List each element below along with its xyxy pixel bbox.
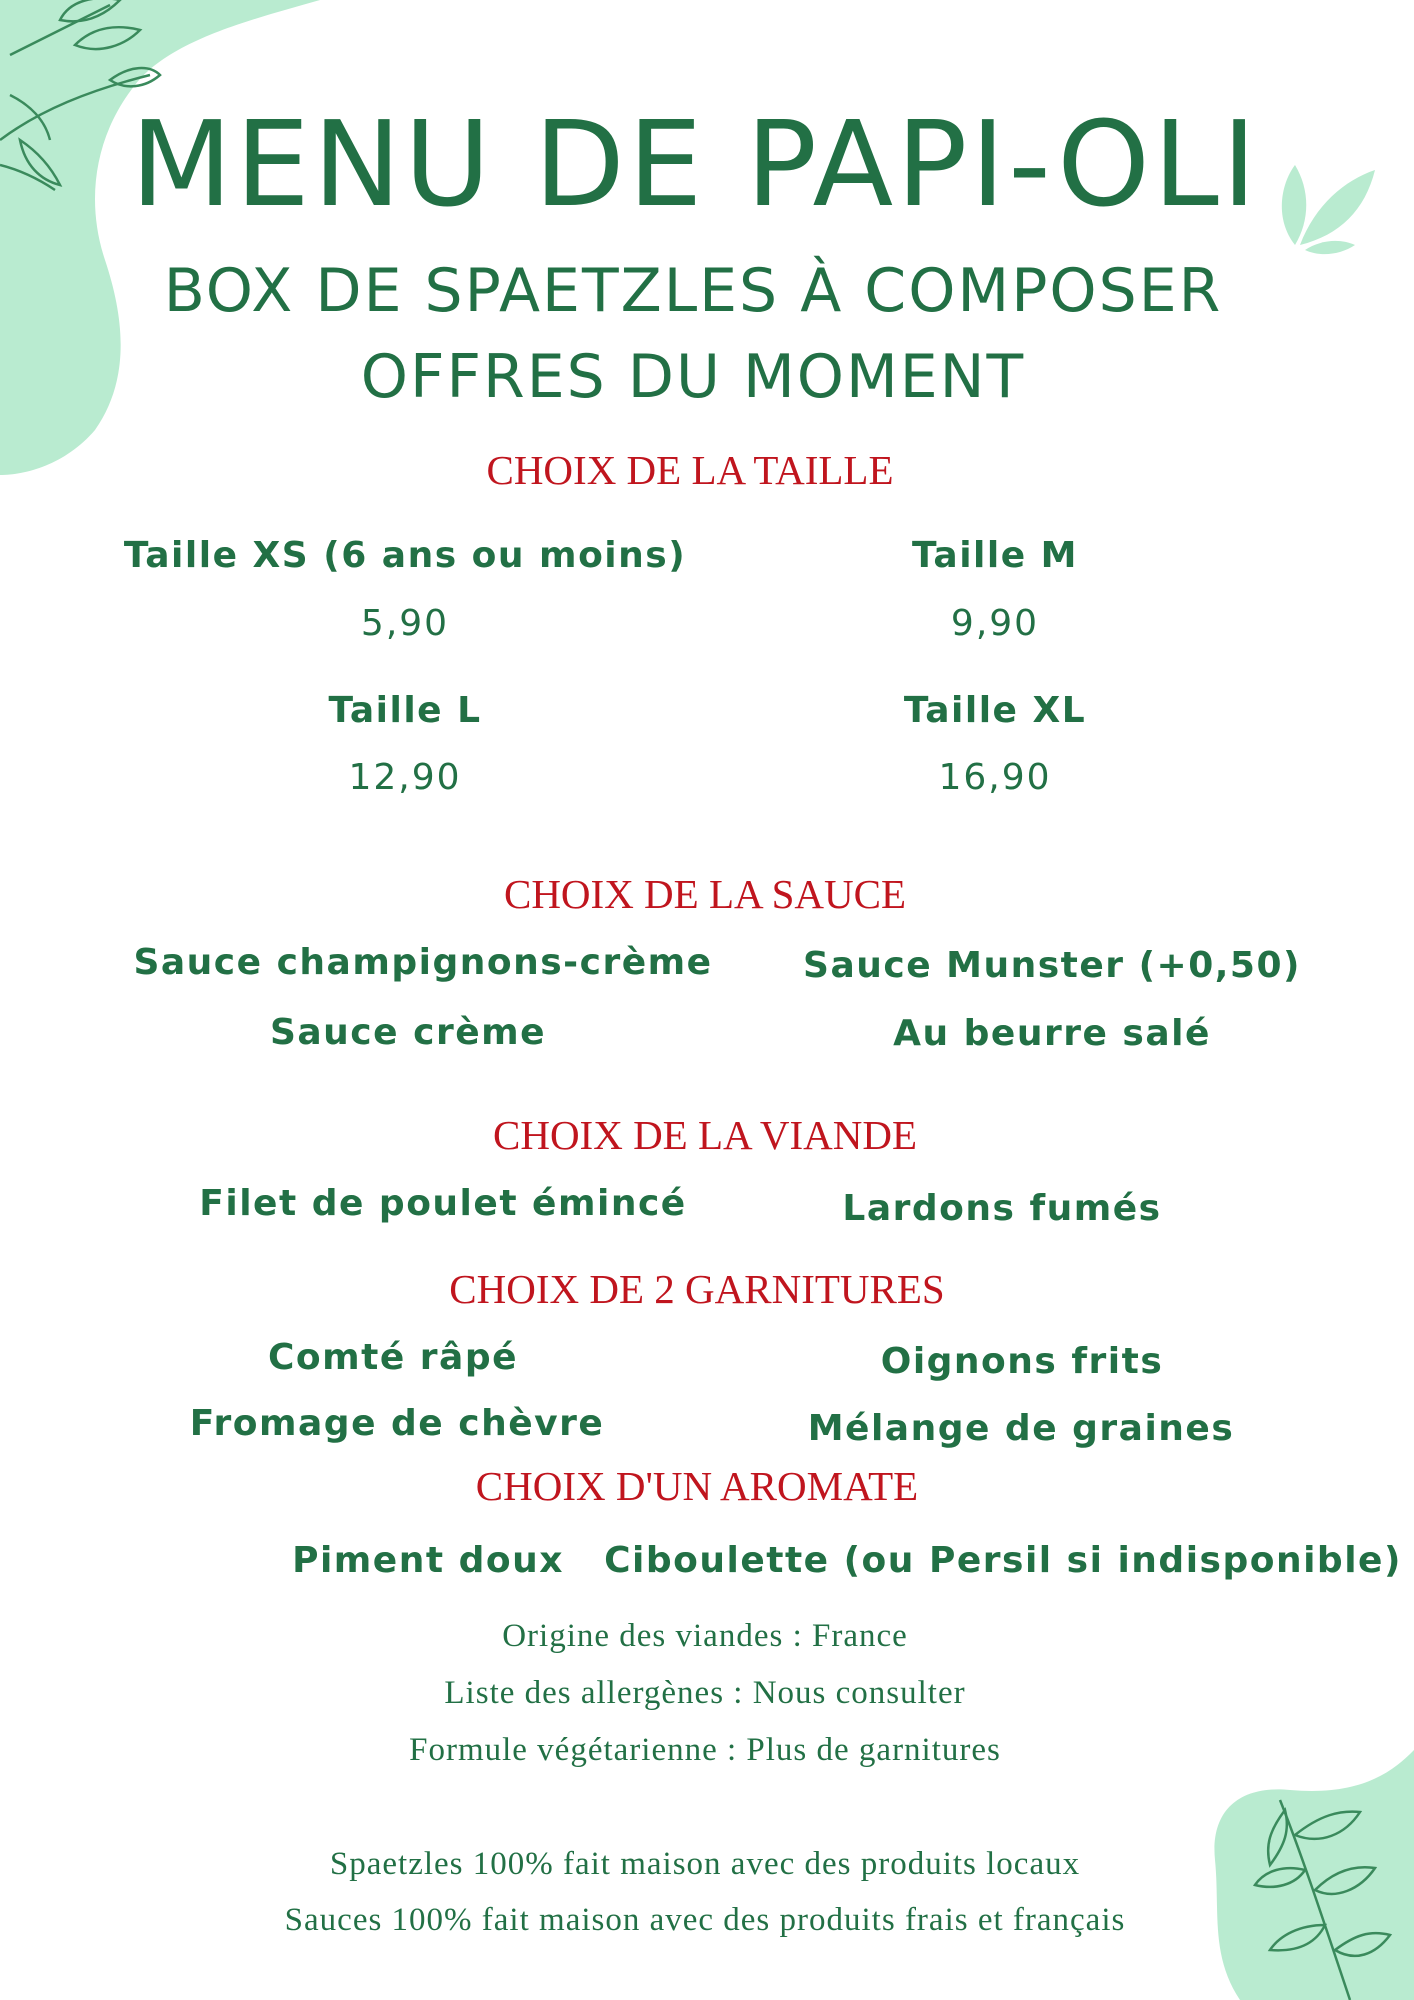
sauce-item: Au beurre salé xyxy=(893,1013,1211,1054)
sauce-item: Sauce Munster (+0,50) xyxy=(803,945,1301,986)
note-allergenes: Liste des allergènes : Nous consulter xyxy=(444,1675,966,1711)
footer-sauces: Sauces 100% fait maison avec des produits frais et français xyxy=(284,1902,1126,1938)
viande-item: Lardons fumés xyxy=(842,1188,1162,1229)
garniture-item: Comté râpé xyxy=(267,1337,519,1378)
sauce-item: Sauce crème xyxy=(269,1012,547,1053)
viande-item: Filet de poulet émincé xyxy=(199,1183,687,1224)
note-vegetarien: Formule végétarienne : Plus de garnitures xyxy=(409,1732,1001,1768)
leaf-pair-icon xyxy=(1270,160,1380,260)
note-origine: Origine des viandes : France xyxy=(502,1618,908,1654)
menu-subtitle-line1: BOX DE SPAETZLES À COMPOSER xyxy=(163,256,1223,326)
mint-blob-top-left xyxy=(0,0,330,480)
garniture-item: Oignons frits xyxy=(880,1341,1164,1382)
section-heading-viande: CHOIX DE LA VIANDE xyxy=(492,1112,918,1158)
section-heading-sauce: CHOIX DE LA SAUCE xyxy=(503,871,907,917)
size-label-xs: Taille XS (6 ans ou moins) xyxy=(123,535,687,576)
size-price-m: 9,90 xyxy=(950,603,1040,644)
section-heading-garnitures: CHOIX DE 2 GARNITURES xyxy=(449,1266,945,1312)
garniture-item: Mélange de graines xyxy=(807,1408,1235,1449)
size-price-l: 12,90 xyxy=(348,757,462,798)
section-heading-taille: CHOIX DE LA TAILLE xyxy=(486,447,894,493)
menu-subtitle-line2: OFFRES DU MOMENT xyxy=(360,342,1026,412)
size-label-l: Taille L xyxy=(328,690,482,731)
garniture-item: Fromage de chèvre xyxy=(189,1403,605,1444)
menu-title: MENU DE PAPI-OLI xyxy=(130,95,1260,233)
size-label-m: Taille M xyxy=(911,535,1079,576)
aromate-item: Ciboulette (ou Persil si indisponible) xyxy=(604,1540,1402,1581)
size-price-xl: 16,90 xyxy=(938,757,1052,798)
sauce-item: Sauce champignons-crème xyxy=(133,942,713,983)
size-price-xs: 5,90 xyxy=(360,603,450,644)
footer-spaetzles: Spaetzles 100% fait maison avec des produits locaux xyxy=(329,1846,1081,1882)
section-heading-aromate: CHOIX D'UN AROMATE xyxy=(475,1463,919,1509)
size-label-xl: Taille XL xyxy=(903,690,1087,731)
aromate-item: Piment doux xyxy=(292,1540,564,1581)
mint-blob-bottom-right xyxy=(1200,1740,1414,2000)
